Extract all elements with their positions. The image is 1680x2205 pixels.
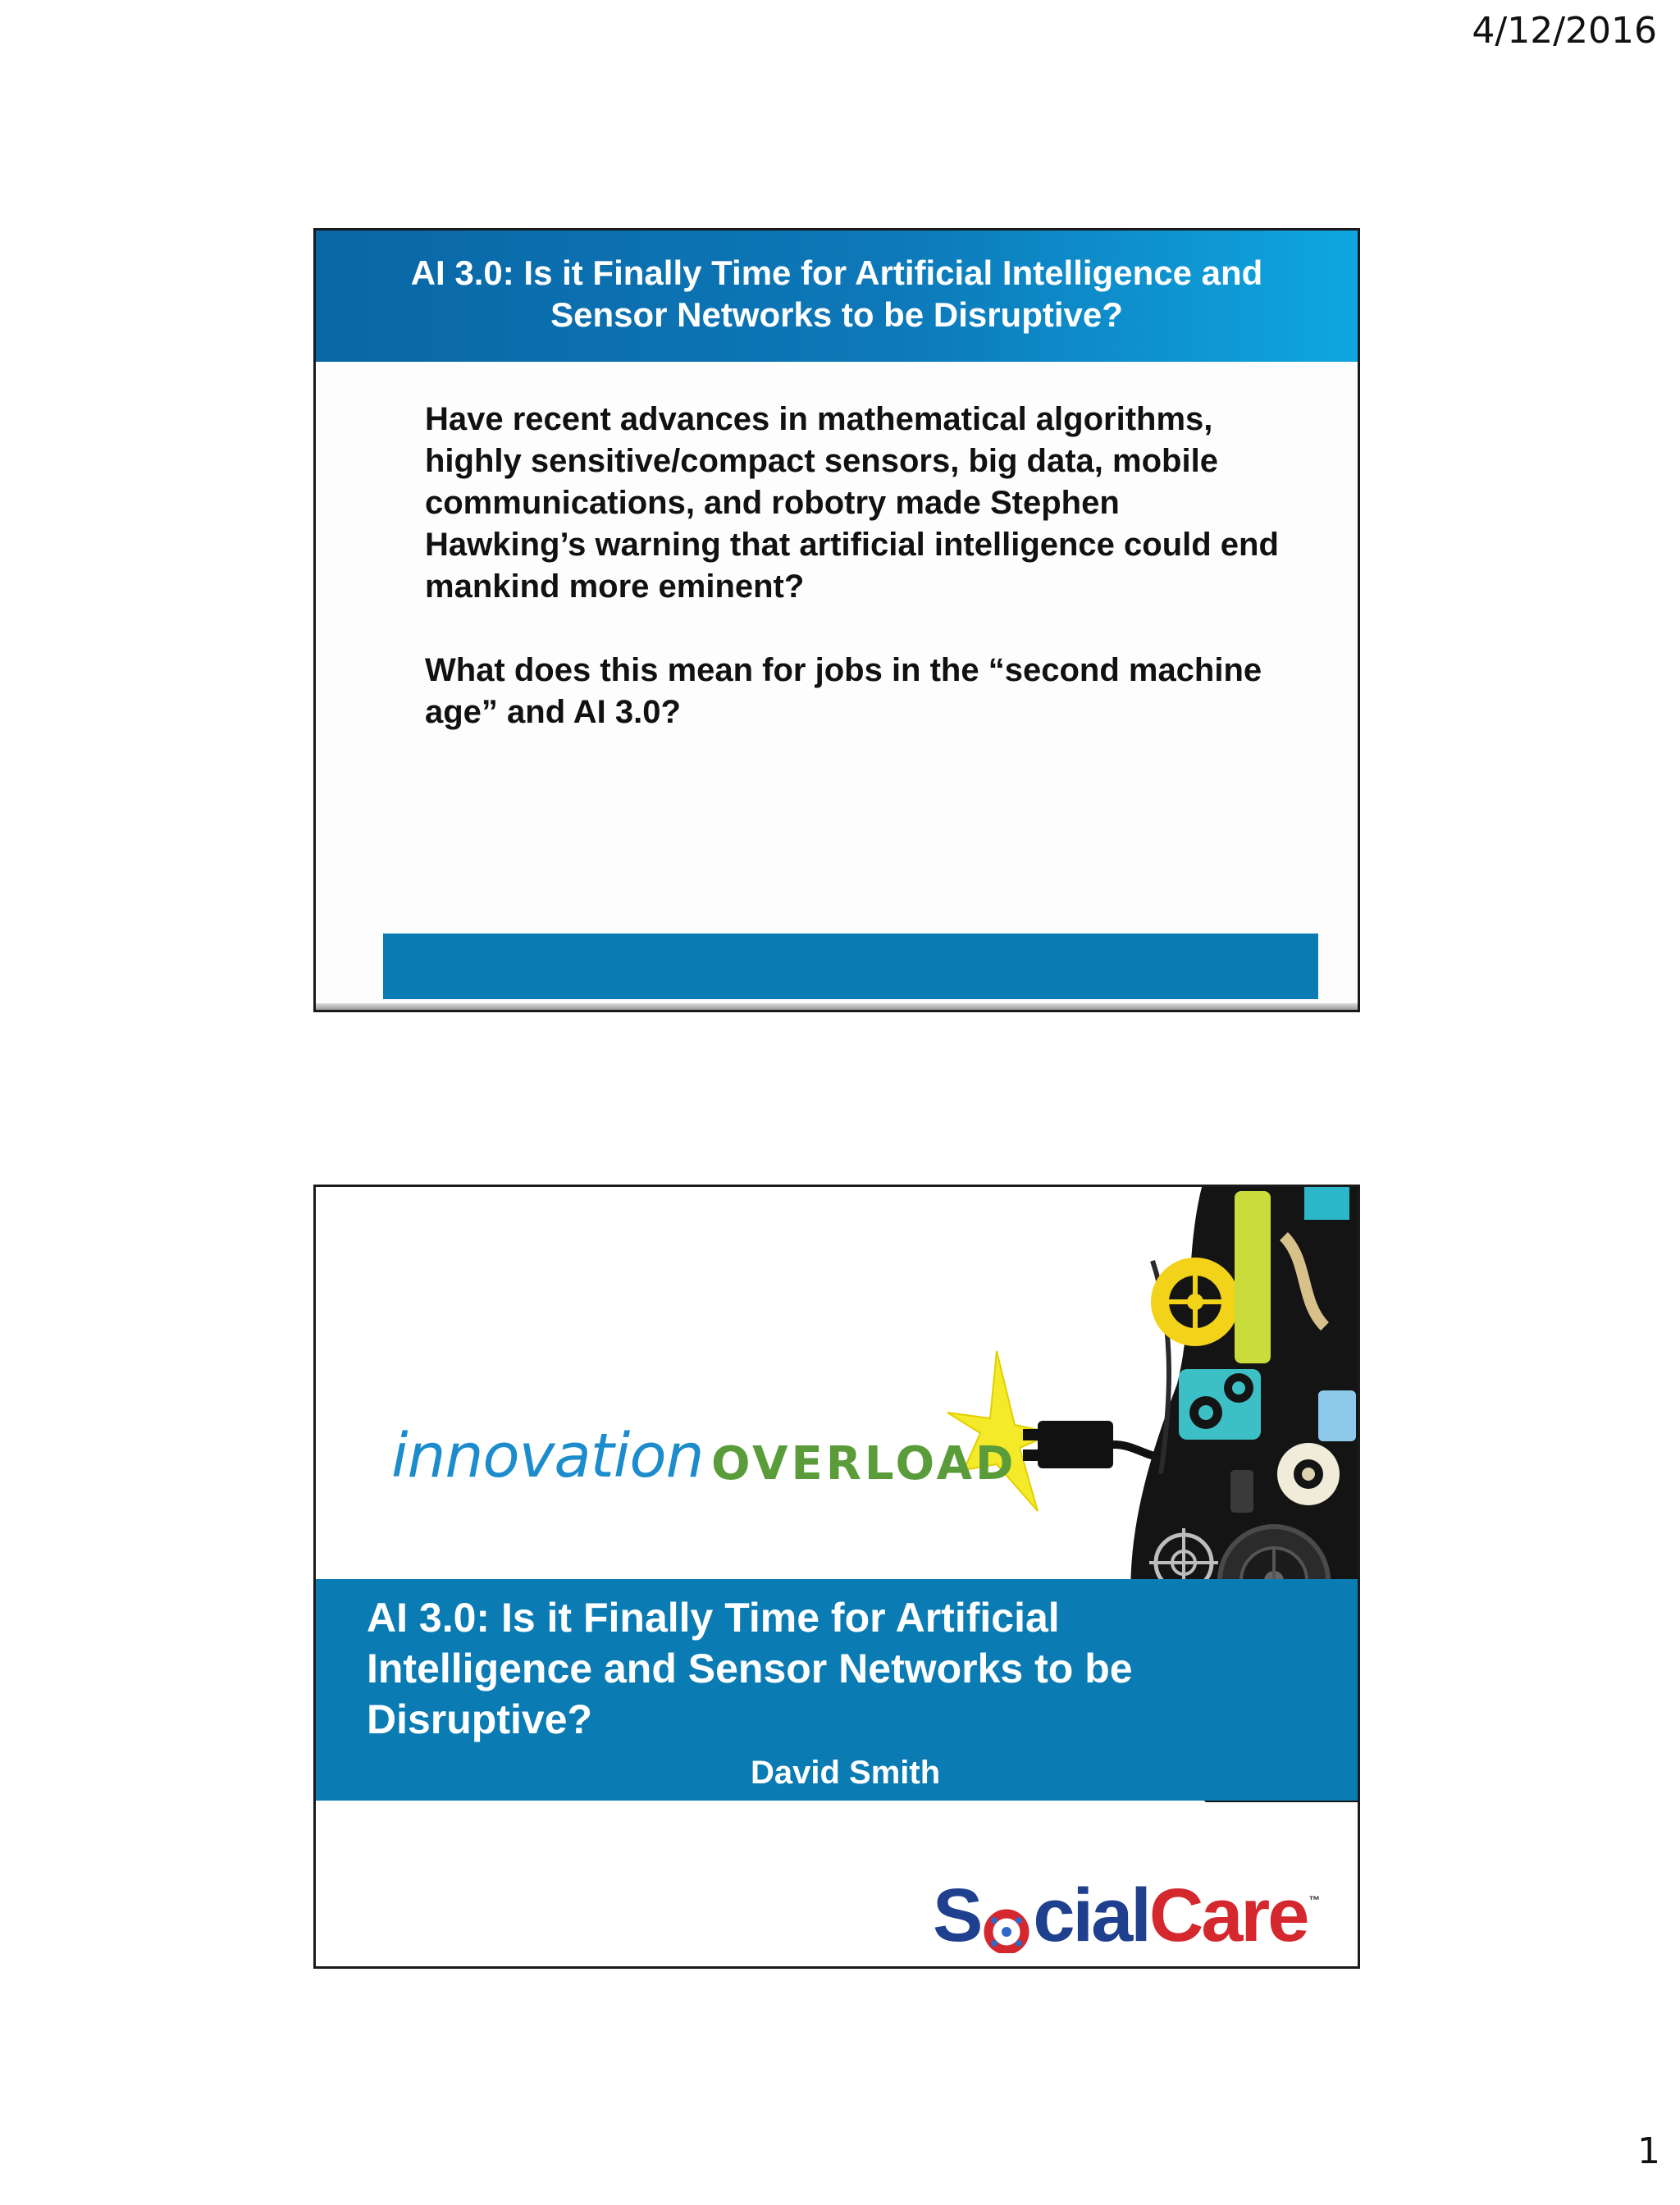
overload-wordmark: OVERLOAD <box>711 1437 1017 1491</box>
slide-1-paragraph-1: Have recent advances in mathematical algorithms, highly sensitive/compact sensors, big data, mobile communications, and robotry made Stephen Hawking’s warning that artificial intelligence could end mankind more eminent? <box>425 401 1279 605</box>
slide-1-header <box>316 231 1358 362</box>
slide-2-title: AI 3.0: Is it Finally Time for Artificial Intelligence and Sensor Networks to be Disruptive? <box>367 1595 1133 1742</box>
slide-1-bottom-line <box>316 1003 1358 1010</box>
slide-1-title <box>386 252 1288 336</box>
slide-1-title-line-1: AI 3.0: Is it Finally Time for Artificial Intelligence and <box>410 253 1263 292</box>
yellow-gear-icon <box>1151 1258 1239 1346</box>
slide-1-paragraph-2: What does this mean for jobs in the “second machine age” and AI 3.0? <box>425 652 1262 730</box>
light-blue-panel <box>1318 1390 1356 1441</box>
ring-icon <box>1277 1443 1340 1505</box>
socialcare-logo <box>933 1874 1321 1957</box>
socialcare-dots-icon <box>981 1896 1032 1953</box>
robot-head-illustration <box>316 1187 1358 1966</box>
slide-1-body <box>425 399 1286 775</box>
slide-2 <box>313 1185 1360 1969</box>
innovation-wordmark: innovation <box>391 1421 704 1491</box>
slide-2-author: David Smith <box>751 1755 941 1791</box>
slide-1-footer-bar <box>383 934 1318 999</box>
slide-1 <box>313 228 1360 1012</box>
socialcare-logo-cial: cial <box>1033 1874 1149 1957</box>
socialcare-trademark: ™ <box>1308 1893 1321 1906</box>
teal-gears-icon <box>1179 1369 1261 1440</box>
teal-panel <box>1304 1187 1349 1220</box>
socialcare-logo-s: S <box>933 1874 981 1957</box>
slide-1-title-line-2: Sensor Networks to be Disruptive? <box>550 295 1123 334</box>
lime-panel <box>1235 1191 1271 1363</box>
page-number: 1 <box>1637 2130 1660 2172</box>
page-date: 4/12/2016 <box>1472 10 1657 52</box>
socialcare-logo-care: Care <box>1148 1874 1308 1957</box>
